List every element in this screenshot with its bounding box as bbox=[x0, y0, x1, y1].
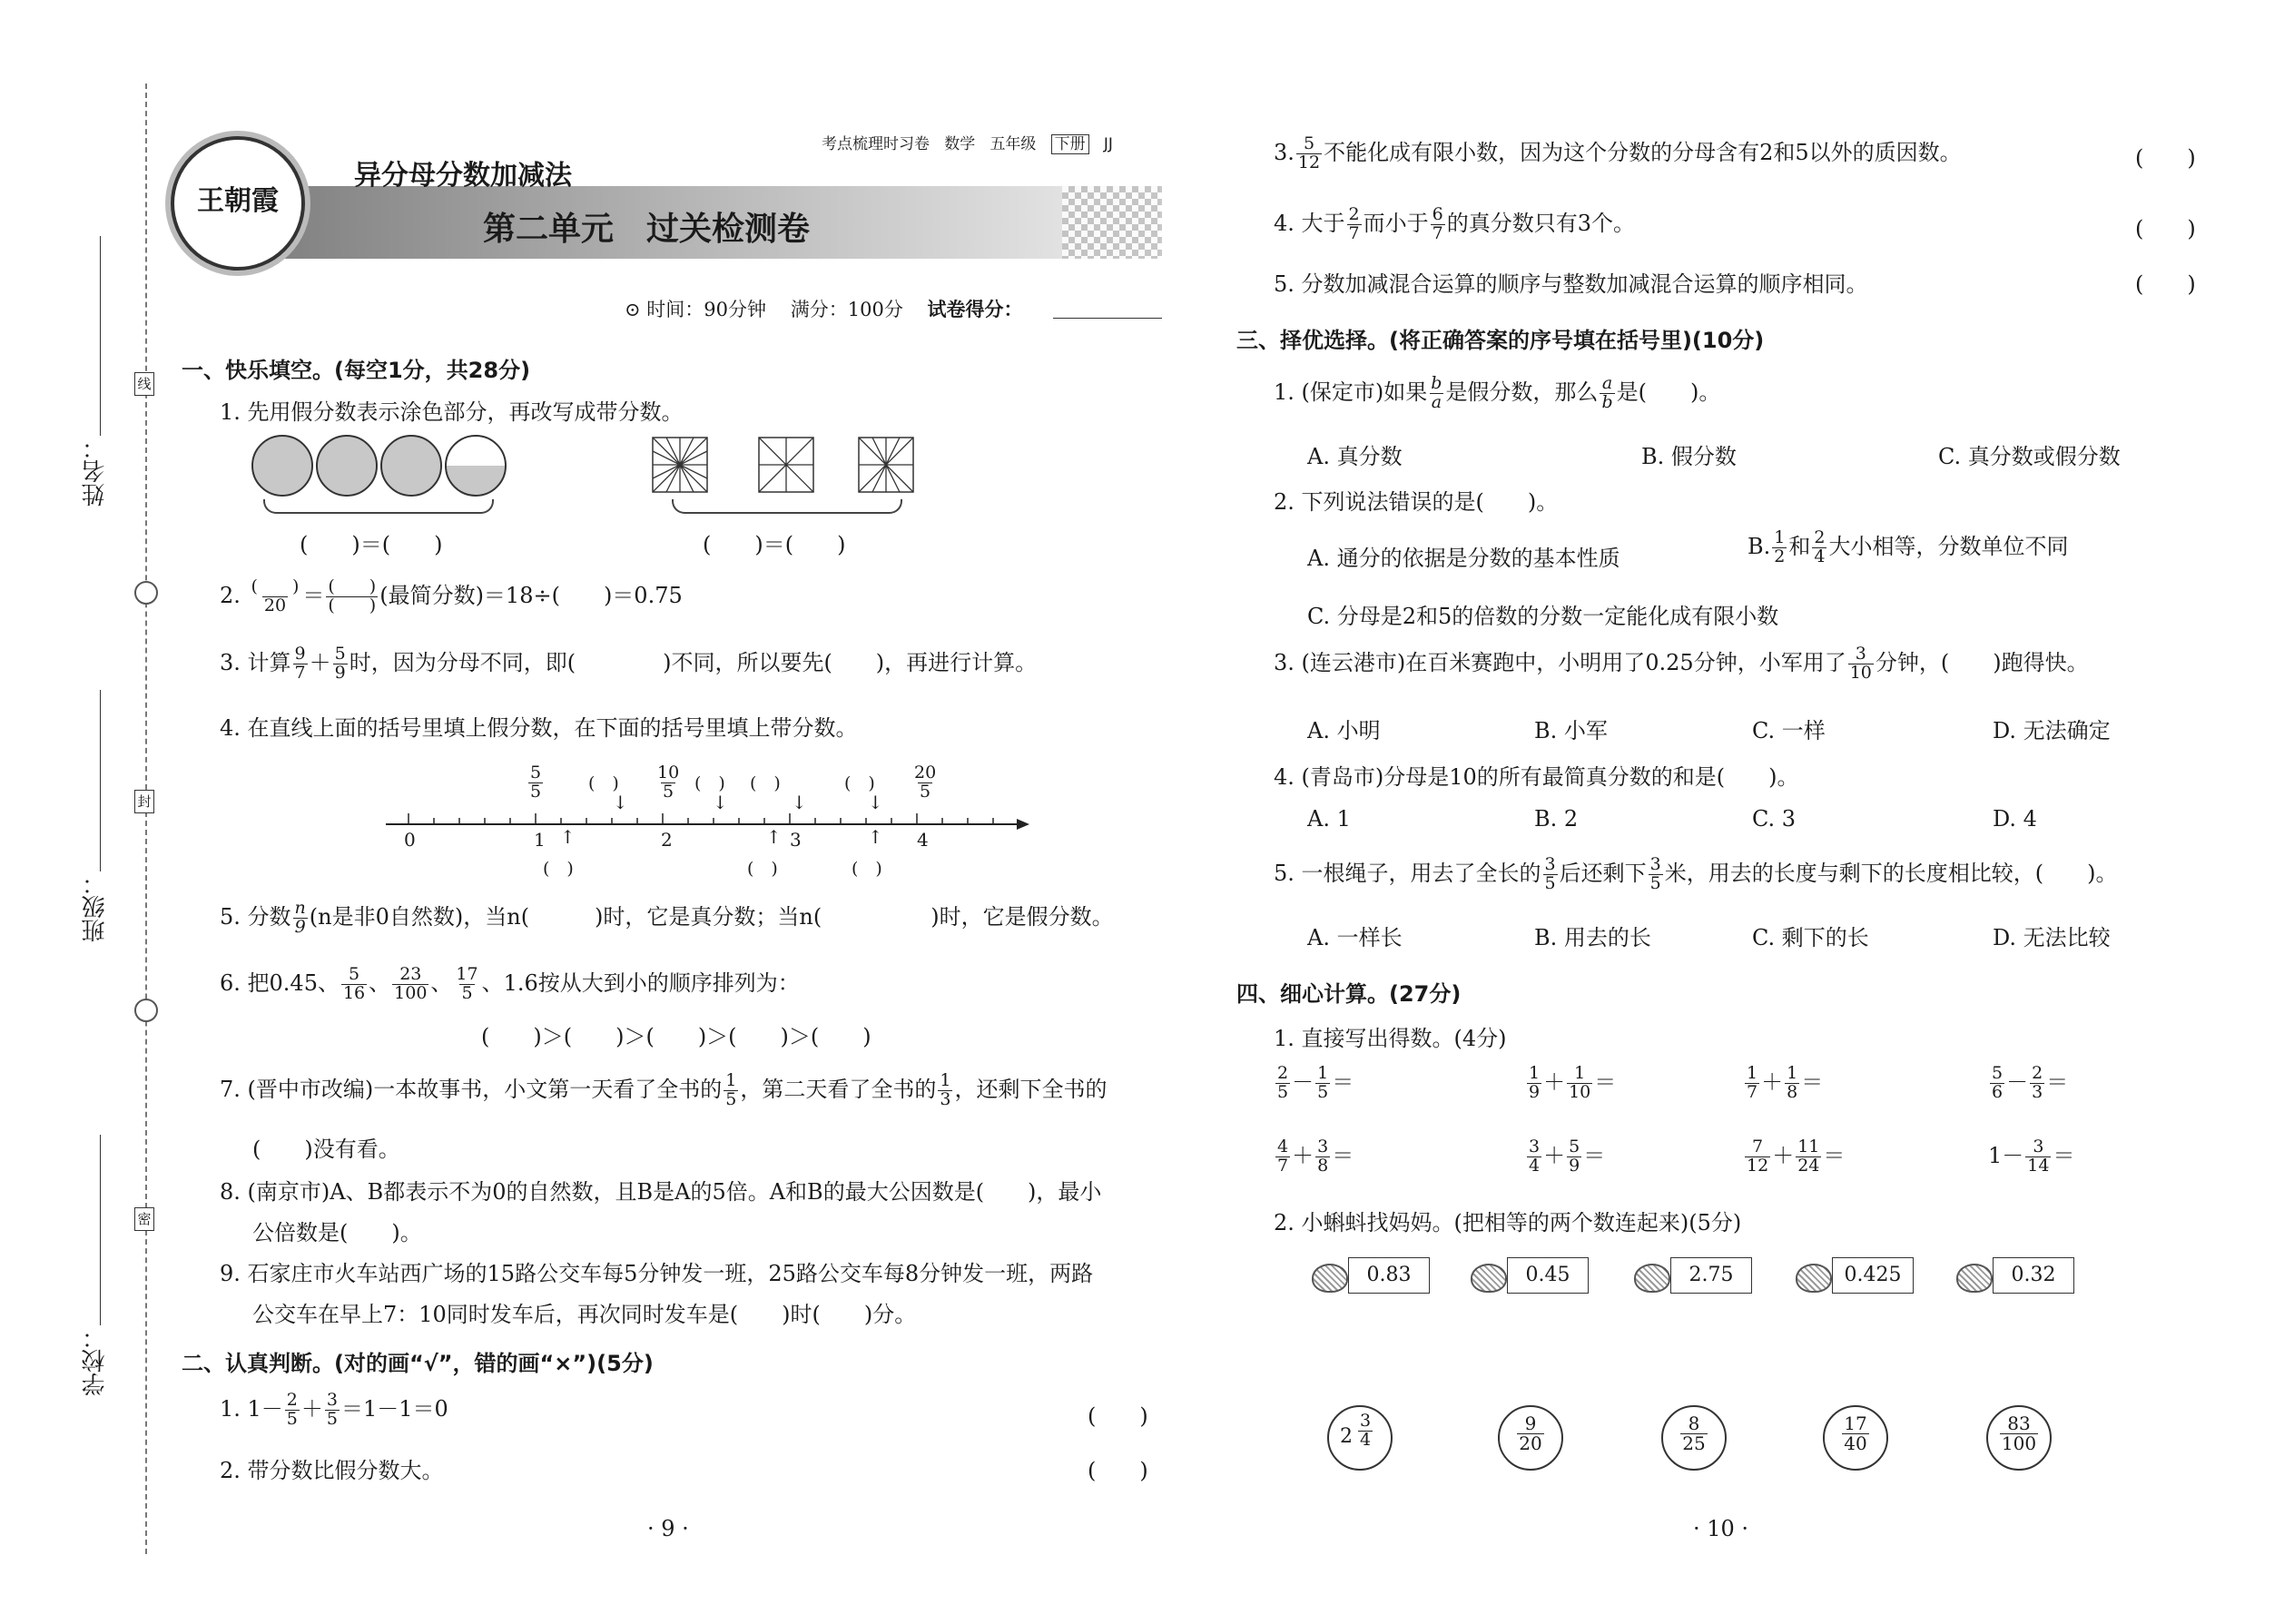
section-2-title: 二、认真判断。(对的画“√”，错的画“×”)(5分) bbox=[182, 1351, 654, 1376]
name-line bbox=[100, 236, 101, 436]
s1-q2: 2. $\frac{( )}{20}$ ＝ $\frac{( )}{( )}$ (最简分数)＝18÷( )＝0.75 bbox=[220, 576, 683, 615]
page-number-left: · 9 · bbox=[647, 1516, 689, 1541]
section-4-title: 四、细心计算。(27分) bbox=[1236, 981, 1462, 1007]
binding-knot-icon bbox=[134, 999, 158, 1022]
s3-q5-option-c[interactable]: C. 剩下的长 bbox=[1752, 925, 1869, 950]
down-arrow-icon: ↓ bbox=[713, 792, 728, 813]
brand-logo: 王朝霞 bbox=[171, 136, 305, 271]
exam-full-score: 满分：100分 bbox=[790, 299, 903, 320]
calc-item-1[interactable]: $\frac{2}{5}$ － $\frac{1}{5}$ ＝ bbox=[1277, 1063, 1354, 1102]
nl-top-paren[interactable]: ( ) bbox=[588, 773, 619, 793]
s1-q1: 1. 先用假分数表示涂色部分，再改写成带分数。 bbox=[220, 399, 684, 425]
frog-bubble[interactable]: $\frac{9}{20}$ bbox=[1498, 1405, 1563, 1471]
nl-frac-20-5: $\frac{20}{5}$ bbox=[914, 763, 937, 802]
nl-frac-10-5: $\frac{10}{5}$ bbox=[657, 763, 680, 802]
s3-q4-option-d[interactable]: D. 4 bbox=[1993, 806, 2037, 832]
subject: 数学 bbox=[944, 135, 976, 153]
s2-q5: 5. 分数加减混合运算的顺序与整数加减混合运算的顺序相同。 bbox=[1274, 271, 1868, 297]
s1-q9: 9. 石家庄市火车站西广场的15路公交车每5分钟发一班，25路公交车每8分钟发一班，两路 bbox=[220, 1261, 1094, 1286]
tadpole-icon bbox=[1634, 1264, 1670, 1293]
nl-label-4: 4 bbox=[917, 829, 929, 851]
name-label: 姓名： bbox=[82, 436, 109, 507]
nl-bottom-paren[interactable]: ( ) bbox=[747, 859, 778, 879]
s1-q1-answer-right[interactable]: ( )＝( ) bbox=[703, 532, 846, 557]
s1-q6: 6. 把0.45、 $\frac{5}{16}$ 、 $\frac{23}{100}$ 、 $\frac{17}{5}$ 、1.6按从大到小的顺序排列为： bbox=[220, 964, 800, 1003]
judge-paren[interactable]: ( ) bbox=[2135, 145, 2196, 171]
tadpole-icon bbox=[1312, 1264, 1348, 1293]
s3-q2-option-b[interactable]: B. $\frac{1}{2}$ 和 $\frac{2}{4}$ 大小相等，分数单位不同 bbox=[1748, 527, 2069, 566]
frog-bubble-mixed[interactable]: 2 $\frac{3}{4}$ bbox=[1327, 1405, 1393, 1471]
s1-q7-line2: ( )没有看。 bbox=[252, 1137, 400, 1162]
calc-item-3[interactable]: $\frac{1}{7}$ ＋ $\frac{1}{8}$ ＝ bbox=[1747, 1063, 1824, 1102]
class-label: 班级： bbox=[82, 871, 109, 942]
s2-q4: 4. 大于 $\frac{2}{7}$ 而小于 $\frac{6}{7}$ 的真分数只有3个。 bbox=[1274, 204, 1635, 243]
s3-q2-option-a[interactable]: A. 通分的依据是分数的基本性质 bbox=[1307, 546, 1620, 571]
s3-q1-option-b[interactable]: B. 假分数 bbox=[1641, 444, 1737, 469]
s1-q7: 7. (晋中市改编)一本故事书，小文第一天看了全书的 $\frac{1}{5}$ ，第二天看了全书的 $\frac{1}{3}$ ，还剩下全书的 bbox=[220, 1070, 1108, 1109]
school-label: 学校： bbox=[82, 1325, 109, 1396]
exam-time: 时间：90分钟 bbox=[646, 299, 767, 320]
s1-q5: 5. 分数 $\frac{n}{9}$ (n是非0自然数)，当n( )时，它是真分数；当n( )时，它是假分数。 bbox=[220, 898, 1114, 937]
nl-top-paren[interactable]: ( ) bbox=[750, 773, 781, 793]
exam-info bbox=[625, 295, 1023, 322]
up-arrow-icon: ↑ bbox=[766, 826, 782, 848]
page-title: 第二单元 过关检测卷 bbox=[483, 211, 811, 248]
shaded-squares bbox=[652, 437, 924, 493]
s3-q2: 2. 下列说法错误的是( )。 bbox=[1274, 489, 1559, 515]
calc-item-5[interactable]: $\frac{4}{7}$ ＋ $\frac{3}{8}$ ＝ bbox=[1277, 1137, 1354, 1176]
s4-q1: 1. 直接写出得数。(4分) bbox=[1274, 1026, 1507, 1051]
s1-q8: 8. (南京市)A、B都表示不为0的自然数，且B是A的5倍。A和B的最大公因数是( )，最小 bbox=[220, 1179, 1102, 1205]
s3-q3-option-d[interactable]: D. 无法确定 bbox=[1993, 718, 2111, 743]
class-line bbox=[100, 690, 101, 871]
down-arrow-icon: ↓ bbox=[792, 792, 807, 813]
tadpole-icon bbox=[1796, 1264, 1832, 1293]
calc-item-6[interactable]: $\frac{3}{4}$ ＋ $\frac{5}{9}$ ＝ bbox=[1529, 1137, 1606, 1176]
s1-q1-answer-left[interactable]: ( )＝( ) bbox=[300, 532, 443, 557]
s3-q5-option-a[interactable]: A. 一样长 bbox=[1307, 925, 1403, 950]
s3-q1: 1. (保定市)如果 $\frac{b}{a}$ 是假分数，那么 $\frac{a}{b}$ 是( )。 bbox=[1274, 373, 1721, 412]
s2-q1: 1. 1－ $\frac{2}{5}$ ＋ $\frac{3}{5}$ ＝1－1＝0 bbox=[220, 1390, 448, 1429]
nl-label-2: 2 bbox=[661, 829, 673, 851]
down-arrow-icon: ↓ bbox=[868, 792, 883, 813]
tadpole-icon bbox=[1956, 1264, 1993, 1293]
edition: JJ bbox=[1103, 135, 1113, 153]
tadpole-decimal-box[interactable]: 0.83 bbox=[1348, 1257, 1430, 1294]
binding-dashed-line bbox=[145, 84, 147, 1554]
judge-paren[interactable]: ( ) bbox=[1088, 1403, 1148, 1429]
grade: 五年级 bbox=[989, 135, 1037, 153]
s3-q3-option-b[interactable]: B. 小军 bbox=[1534, 718, 1608, 743]
s3-q1-option-c[interactable]: C. 真分数或假分数 bbox=[1938, 444, 2121, 469]
tadpole-icon bbox=[1471, 1264, 1507, 1293]
shaded-circle bbox=[251, 435, 313, 497]
up-arrow-icon: ↑ bbox=[868, 826, 883, 848]
exam-score-label: 试卷得分： bbox=[927, 299, 1023, 320]
calc-item-8[interactable]: 1－ $\frac{3}{14}$ ＝ bbox=[1988, 1137, 2075, 1176]
s2-q3: 3. $\frac{5}{12}$ 不能化成有限小数，因为这个分数的分母含有2和5以外的质因数。 bbox=[1274, 133, 1962, 172]
header-checker-pattern bbox=[1062, 186, 1162, 259]
nl-label-0: 0 bbox=[404, 829, 416, 851]
up-arrow-icon: ↑ bbox=[560, 826, 576, 848]
tadpole-decimal-box[interactable]: 0.425 bbox=[1832, 1257, 1914, 1294]
s3-q1-option-a[interactable]: A. 真分数 bbox=[1307, 444, 1403, 469]
header-meta bbox=[822, 131, 1113, 153]
brace bbox=[672, 499, 902, 514]
binding-knot-icon bbox=[134, 581, 158, 605]
frog-bubble[interactable]: $\frac{17}{40}$ bbox=[1823, 1405, 1888, 1471]
calc-item-7[interactable]: $\frac{7}{12}$ ＋ $\frac{11}{24}$ ＝ bbox=[1747, 1137, 1846, 1176]
calc-item-2[interactable]: $\frac{1}{9}$ ＋ $\frac{1}{10}$ ＝ bbox=[1529, 1063, 1617, 1102]
s3-q3-option-a[interactable]: A. 小明 bbox=[1307, 718, 1381, 743]
page-number-right: · 10 · bbox=[1693, 1516, 1749, 1541]
nl-top-paren[interactable]: ( ) bbox=[694, 773, 725, 793]
s2-q2: 2. 带分数比假分数大。 bbox=[220, 1458, 444, 1483]
nl-top-paren[interactable]: ( ) bbox=[844, 773, 875, 793]
calc-item-4[interactable]: $\frac{5}{6}$ － $\frac{2}{3}$ ＝ bbox=[1992, 1063, 2069, 1102]
s3-q5: 5. 一根绳子，用去了全长的 $\frac{3}{5}$ 后还剩下 $\frac{3}{5}$ 米，用去的长度与剩下的长度相比较，( )。 bbox=[1274, 854, 2118, 893]
s4-q2: 2. 小蝌蚪找妈妈。(把相等的两个数连起来)(5分) bbox=[1274, 1210, 1742, 1235]
s1-q4: 4. 在直线上面的括号里填上假分数，在下面的括号里填上带分数。 bbox=[220, 715, 858, 741]
school-line bbox=[100, 1135, 101, 1325]
topic-title: 异分母分数加减法 bbox=[354, 160, 572, 192]
nl-label-1: 1 bbox=[534, 829, 546, 851]
number-line bbox=[381, 806, 1035, 842]
seal-mi-mark: 密 bbox=[134, 1207, 154, 1231]
brace bbox=[263, 499, 494, 514]
frog-bubble[interactable]: $\frac{8}{25}$ bbox=[1661, 1405, 1727, 1471]
s3-q4-option-a[interactable]: A. 1 bbox=[1307, 806, 1351, 832]
s3-q4-option-c[interactable]: C. 3 bbox=[1752, 806, 1797, 832]
tadpole-decimal-box[interactable]: 0.45 bbox=[1507, 1257, 1589, 1294]
s3-q5-option-d[interactable]: D. 无法比较 bbox=[1993, 925, 2111, 950]
shaded-circle bbox=[316, 435, 378, 497]
nl-frac-5-5: $\frac{5}{5}$ bbox=[530, 763, 542, 802]
half-shaded-circle bbox=[445, 435, 507, 497]
s3-q4-option-b[interactable]: B. 2 bbox=[1534, 806, 1579, 832]
judge-paren[interactable]: ( ) bbox=[2135, 216, 2196, 241]
judge-paren[interactable]: ( ) bbox=[1088, 1458, 1148, 1483]
down-arrow-icon: ↓ bbox=[613, 792, 628, 813]
s3-q2-option-c[interactable]: C. 分母是2和5的倍数的分数一定能化成有限小数 bbox=[1307, 604, 1779, 629]
section-3-title: 三、择优选择。(将正确答案的序号填在括号里)(10分) bbox=[1236, 328, 1765, 353]
score-input-line[interactable] bbox=[1053, 318, 1162, 319]
shaded-circle bbox=[380, 435, 442, 497]
s3-q4: 4. (青岛市)分母是10的所有最简真分数的和是( )。 bbox=[1274, 764, 1799, 790]
nl-bottom-paren[interactable]: ( ) bbox=[543, 859, 574, 879]
tadpole-decimal-box[interactable]: 0.32 bbox=[1993, 1257, 2074, 1294]
seal-seal-mark: 封 bbox=[134, 790, 154, 813]
clock-icon: ⊙ bbox=[625, 299, 641, 320]
s3-q3: 3. (连云港市)在百米赛跑中，小明用了0.25分钟，小军用了 $\frac{3}{10}$ 分钟，( )跑得快。 bbox=[1274, 644, 2089, 683]
tadpole-decimal-box[interactable]: 2.75 bbox=[1670, 1257, 1752, 1294]
s1-q8-line2: 公倍数是( )。 bbox=[252, 1220, 422, 1245]
frog-bubble[interactable]: $\frac{83}{100}$ bbox=[1986, 1405, 2052, 1471]
section-1-title: 一、快乐填空。(每空1分，共28分) bbox=[182, 358, 531, 383]
s1-q3: 3. 计算 $\frac{9}{7}$ ＋ $\frac{5}{9}$ 时，因为分母不同，即( )不同，所以要先( )，再进行计算。 bbox=[220, 644, 1038, 683]
series-name: 考点梳理时习卷 bbox=[822, 135, 930, 153]
nl-bottom-paren[interactable]: ( ) bbox=[852, 859, 882, 879]
s3-q3-option-c[interactable]: C. 一样 bbox=[1752, 718, 1826, 743]
judge-paren[interactable]: ( ) bbox=[2135, 271, 2196, 297]
s1-q9-line2: 公交车在早上7：10同时发车后，再次同时发车是( )时( )分。 bbox=[252, 1302, 917, 1327]
s3-q5-option-b[interactable]: B. 用去的长 bbox=[1534, 925, 1651, 950]
s1-q6-answer[interactable]: ( )＞( )＞( )＞( )＞( ) bbox=[481, 1024, 871, 1049]
seal-line-mark: 线 bbox=[134, 372, 154, 396]
nl-label-3: 3 bbox=[790, 829, 802, 851]
volume: 下册 bbox=[1051, 134, 1089, 154]
